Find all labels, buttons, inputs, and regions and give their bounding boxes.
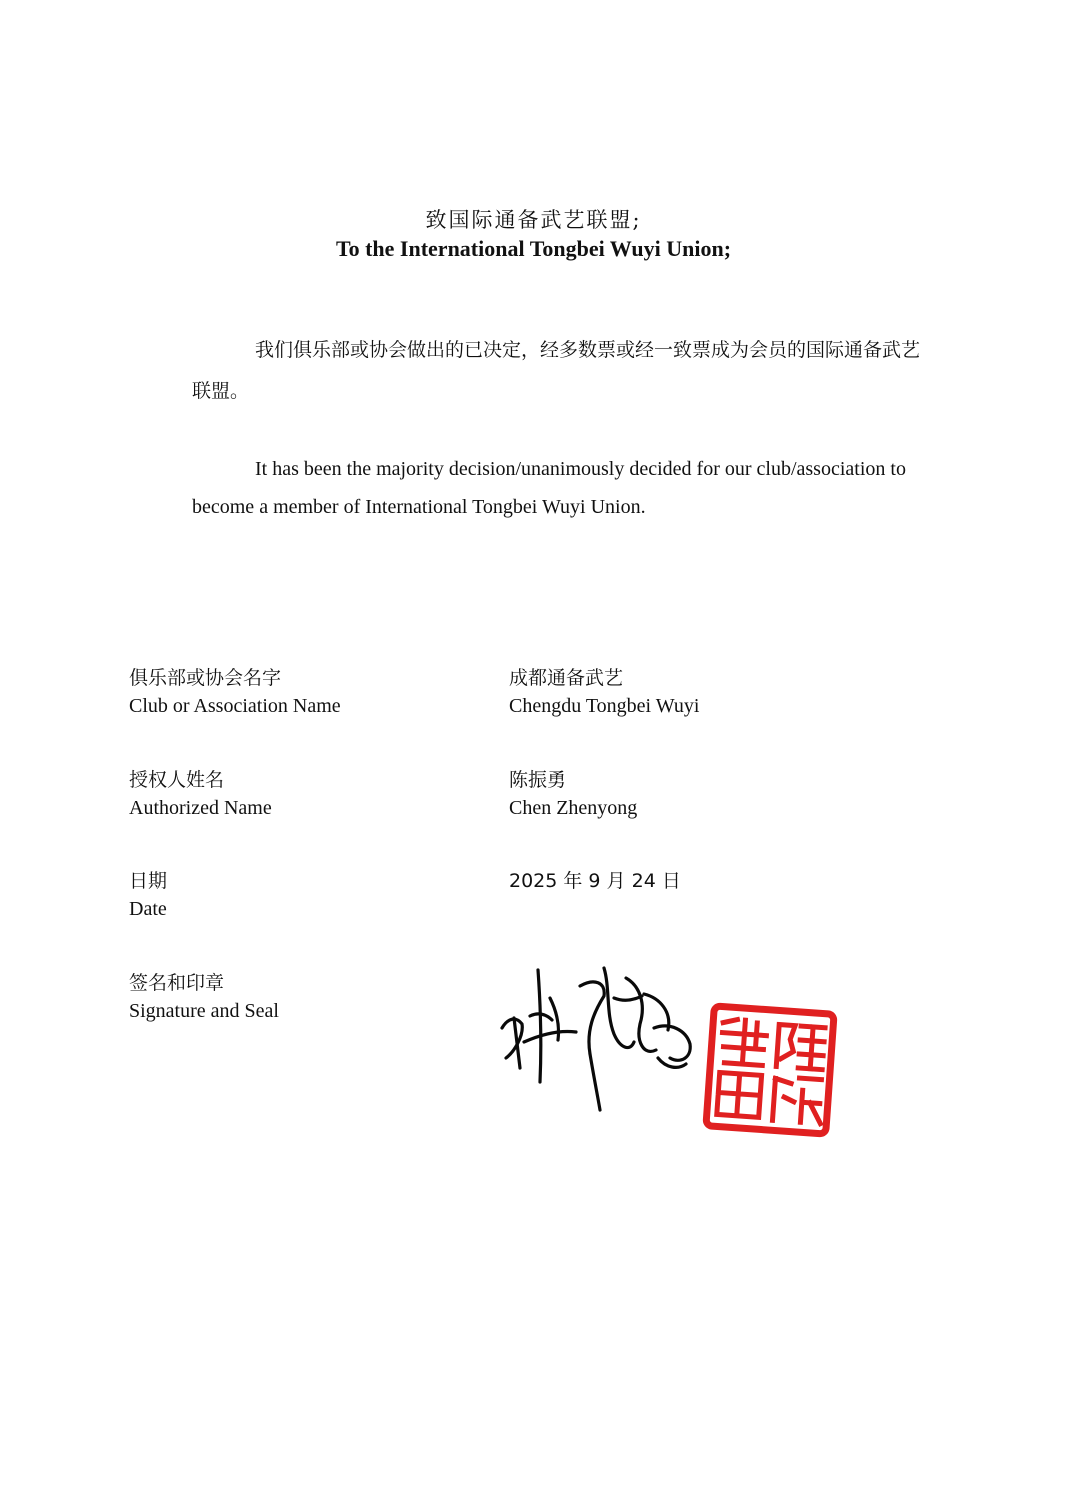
title-english: To the International Tongbei Wuyi Union; (335, 236, 732, 261)
authorized-name-label (129, 766, 489, 822)
date-label-cn: 日期 (129, 870, 168, 892)
title-chinese: 致国际通备武艺联盟; (425, 208, 642, 232)
club-name-value-en: Chengdu Tongbei Wuyi (509, 695, 700, 717)
club-name-value (509, 664, 929, 720)
paragraph-english-text: It has been the majority decision/unanimously decided for our club/association to become a member of International Tongbei Wuyi Union. (192, 458, 906, 518)
date-value (509, 867, 929, 895)
authorized-name-value (509, 766, 929, 822)
red-seal-stamp (700, 1000, 840, 1140)
club-name-label-en: Club or Association Name (129, 695, 341, 717)
date-value-text: 2025 年 9 月 24 日 (509, 870, 681, 892)
club-name-label-cn: 俱乐部或协会名字 (129, 667, 282, 689)
paragraph-chinese-text: 我们俱乐部或协会做出的已决定，经多数票或经一致票成为会员的国际通备武艺联盟。 (192, 339, 921, 402)
authorized-name-value-en: Chen Zhenyong (509, 797, 638, 819)
club-name-value-cn: 成都通备武艺 (509, 667, 624, 689)
signature-label-cn: 签名和印章 (129, 972, 225, 994)
signature-label-en: Signature and Seal (129, 1000, 279, 1022)
date-label-en: Date (129, 898, 167, 920)
paragraph-english (192, 450, 937, 526)
paragraph-chinese (192, 330, 937, 412)
signature-label (129, 969, 489, 1025)
handwritten-signature (494, 958, 704, 1118)
club-name-label (129, 664, 489, 720)
authorized-name-value-cn: 陈振勇 (509, 769, 567, 791)
date-label (129, 867, 489, 923)
authorized-name-label-en: Authorized Name (129, 797, 272, 819)
seal-graphic (700, 1000, 840, 1140)
authorized-name-label-cn: 授权人姓名 (129, 769, 225, 791)
